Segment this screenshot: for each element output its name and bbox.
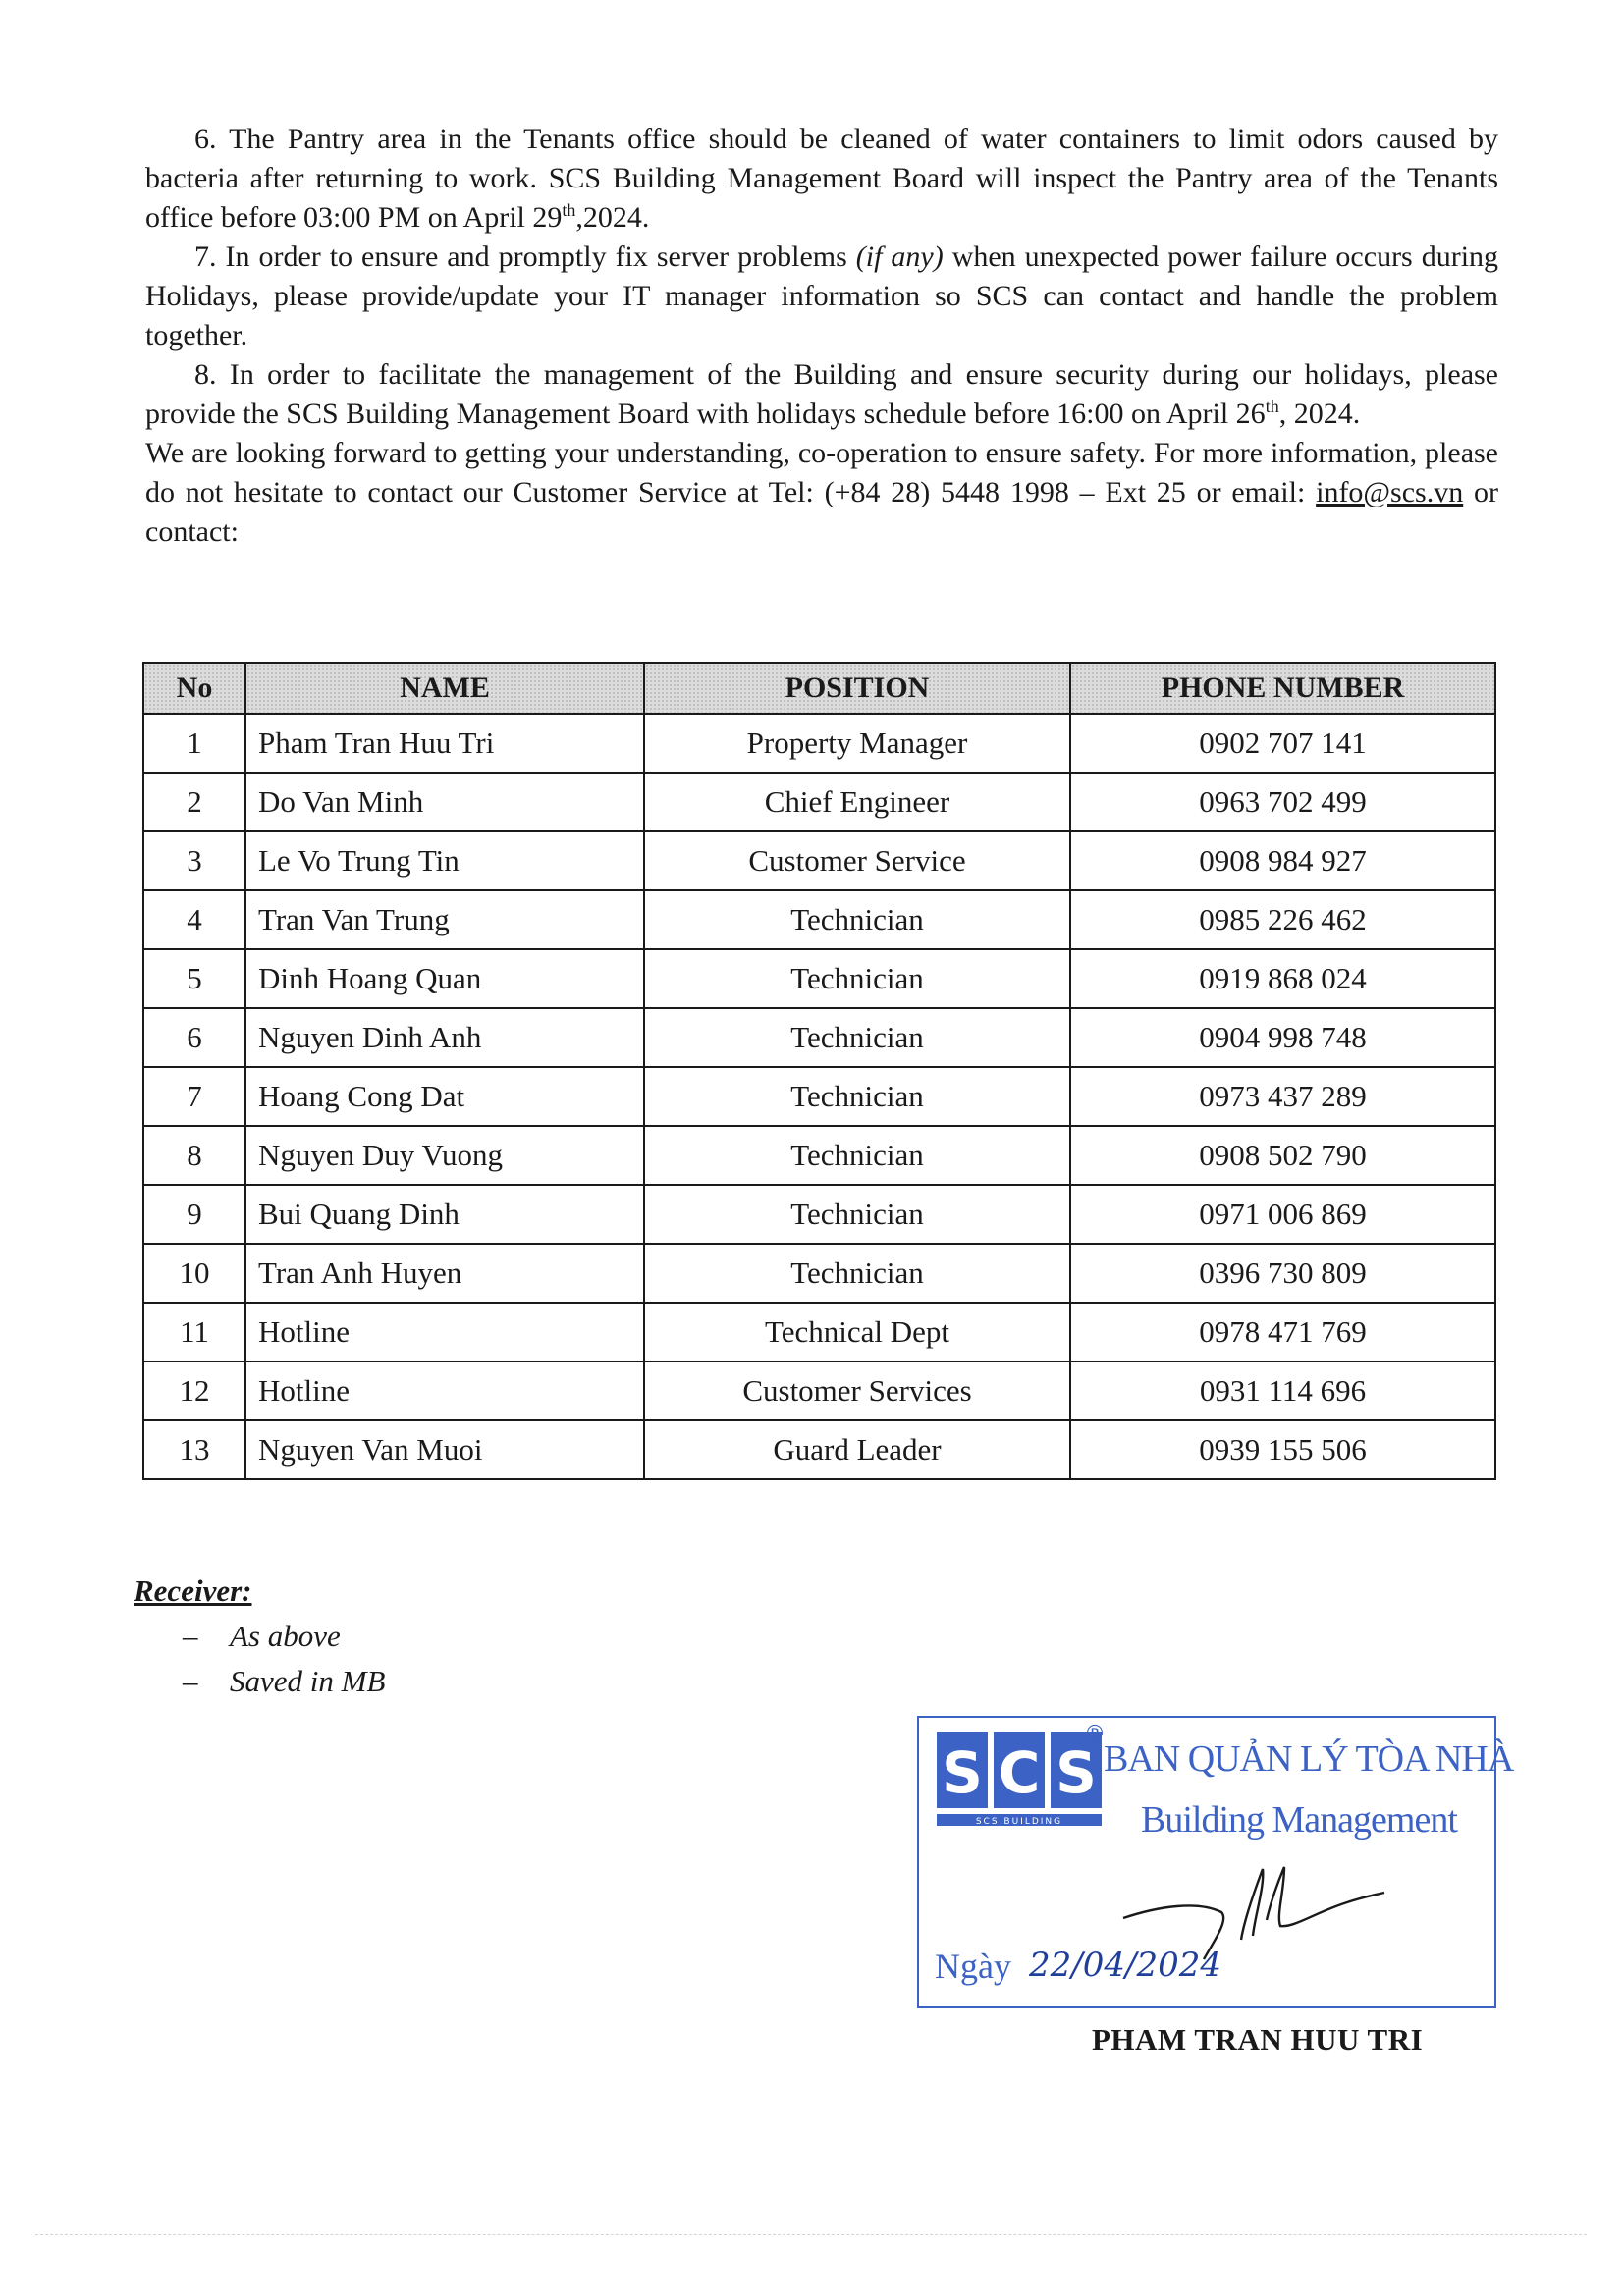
table-row — [143, 831, 1495, 890]
svg-text:S: S — [942, 1739, 983, 1806]
row-phone: 0908 502 790 — [1070, 1126, 1495, 1185]
receiver-item: – Saved in MB — [183, 1664, 386, 1698]
row-position: Customer Service — [644, 831, 1070, 890]
row-phone: 0971 006 869 — [1070, 1185, 1495, 1244]
header-position: POSITION — [644, 663, 1070, 714]
row-phone: 0985 226 462 — [1070, 890, 1495, 949]
paragraph-8: 8. In order to facilitate the management of the Building and ensure security during our holidays, please provide the SCS Building Management Board with holidays schedule before 16:00 on April 26th, 2024. — [145, 358, 1498, 430]
table-row — [143, 949, 1495, 1008]
paragraph-7: 7. In order to ensure and promptly fix server problems (if any) when unexpected power failure occurs during Holidays, please provide/update your IT manager information so SCS can contact and handle the problem together. — [145, 240, 1499, 351]
row-name: Bui Quang Dinh — [245, 1185, 644, 1244]
body-paragraphs — [145, 120, 1498, 552]
table-row — [143, 1126, 1495, 1185]
row-name: Dinh Hoang Quan — [245, 949, 644, 1008]
row-name: Nguyen Dinh Anh — [245, 1008, 644, 1067]
paragraph-6: 6. The Pantry area in the Tenants office should be cleaned of water containers to limit odors caused by bacteria after returning to work. SCS Building Management Board will inspect the Pantry area of the Tenants office before 03:00 PM on April 29th,2024. — [145, 123, 1498, 234]
row-name: Tran Van Trung — [245, 890, 644, 949]
row-position: Technician — [644, 1067, 1070, 1126]
closing-paragraph: We are looking forward to getting your understanding, co-operation to ensure safety. For more information, please do not hesitate to contact our Customer Service at Tel: (+84 28) 5448 1998 – Ext 25 or email: info@scs.vn or contact: — [145, 437, 1499, 548]
row-no: 12 — [143, 1362, 245, 1420]
header-name: NAME — [245, 663, 644, 714]
table-row — [143, 1067, 1495, 1126]
receiver-list — [134, 1614, 385, 1704]
svg-text:SCS BUILDING: SCS BUILDING — [975, 1817, 1063, 1827]
receiver-block — [134, 1569, 385, 1704]
row-name: Nguyen Duy Vuong — [245, 1126, 644, 1185]
row-phone: 0902 707 141 — [1070, 714, 1495, 773]
row-position: Technician — [644, 1244, 1070, 1303]
row-name: Hoang Cong Dat — [245, 1067, 644, 1126]
signer-name: PHAM TRAN HUU TRI — [1092, 2022, 1424, 2056]
registered-mark: ® — [1084, 1722, 1106, 1746]
row-no: 5 — [143, 949, 245, 1008]
row-position: Property Manager — [644, 714, 1070, 773]
table-header-row — [143, 663, 1495, 714]
row-name: Hotline — [245, 1362, 644, 1420]
table-row — [143, 890, 1495, 949]
row-position: Technician — [644, 1008, 1070, 1067]
table-row — [143, 1244, 1495, 1303]
row-position: Customer Services — [644, 1362, 1070, 1420]
receiver-item: – As above — [183, 1619, 341, 1653]
stamp-date-value: 22/04/2024 — [1029, 1946, 1221, 1985]
email-link[interactable]: info@scs.vn — [1316, 476, 1464, 508]
scs-logo — [937, 1732, 1106, 1828]
row-no: 2 — [143, 773, 245, 831]
row-phone: 0963 702 499 — [1070, 773, 1495, 831]
svg-text:C: C — [998, 1739, 1041, 1806]
row-position: Chief Engineer — [644, 773, 1070, 831]
row-name: Do Van Minh — [245, 773, 644, 831]
table-row — [143, 1303, 1495, 1362]
table-row — [143, 1362, 1495, 1420]
row-no: 8 — [143, 1126, 245, 1185]
row-phone: 0931 114 696 — [1070, 1362, 1495, 1420]
row-phone: 0939 155 506 — [1070, 1420, 1495, 1479]
row-no: 7 — [143, 1067, 245, 1126]
row-position: Technician — [644, 949, 1070, 1008]
row-name: Le Vo Trung Tin — [245, 831, 644, 890]
row-no: 6 — [143, 1008, 245, 1067]
stamp-line-english: Building Management — [1141, 1799, 1457, 1841]
header-phone: PHONE NUMBER — [1070, 663, 1495, 714]
row-name: Tran Anh Huyen — [245, 1244, 644, 1303]
stamp-line-vietnamese: BAN QUẢN LÝ TÒA NHÀ — [1104, 1738, 1514, 1780]
row-position: Technical Dept — [644, 1303, 1070, 1362]
svg-text:S: S — [1056, 1739, 1097, 1806]
table-row — [143, 1008, 1495, 1067]
row-phone: 0904 998 748 — [1070, 1008, 1495, 1067]
row-no: 11 — [143, 1303, 245, 1362]
header-no: No — [143, 663, 245, 714]
table-row — [143, 1420, 1495, 1479]
table-row — [143, 714, 1495, 773]
handwritten-signature — [1119, 1857, 1434, 2004]
row-name: Hotline — [245, 1303, 644, 1362]
table-row — [143, 773, 1495, 831]
row-position: Guard Leader — [644, 1420, 1070, 1479]
row-name: Pham Tran Huu Tri — [245, 714, 644, 773]
row-name: Nguyen Van Muoi — [245, 1420, 644, 1479]
row-no: 13 — [143, 1420, 245, 1479]
row-phone: 0396 730 809 — [1070, 1244, 1495, 1303]
receiver-heading: Receiver: — [134, 1574, 252, 1608]
stamp-date-label: Ngày — [935, 1947, 1011, 1986]
row-no: 1 — [143, 714, 245, 773]
row-phone: 0973 437 289 — [1070, 1067, 1495, 1126]
row-position: Technician — [644, 1185, 1070, 1244]
table-row — [143, 1185, 1495, 1244]
row-position: Technician — [644, 890, 1070, 949]
row-no: 9 — [143, 1185, 245, 1244]
contact-table — [142, 662, 1496, 1480]
row-phone: 0919 868 024 — [1070, 949, 1495, 1008]
row-phone: 0908 984 927 — [1070, 831, 1495, 890]
row-no: 3 — [143, 831, 245, 890]
row-position: Technician — [644, 1126, 1070, 1185]
footer-divider — [35, 2234, 1587, 2235]
row-phone: 0978 471 769 — [1070, 1303, 1495, 1362]
row-no: 10 — [143, 1244, 245, 1303]
row-no: 4 — [143, 890, 245, 949]
